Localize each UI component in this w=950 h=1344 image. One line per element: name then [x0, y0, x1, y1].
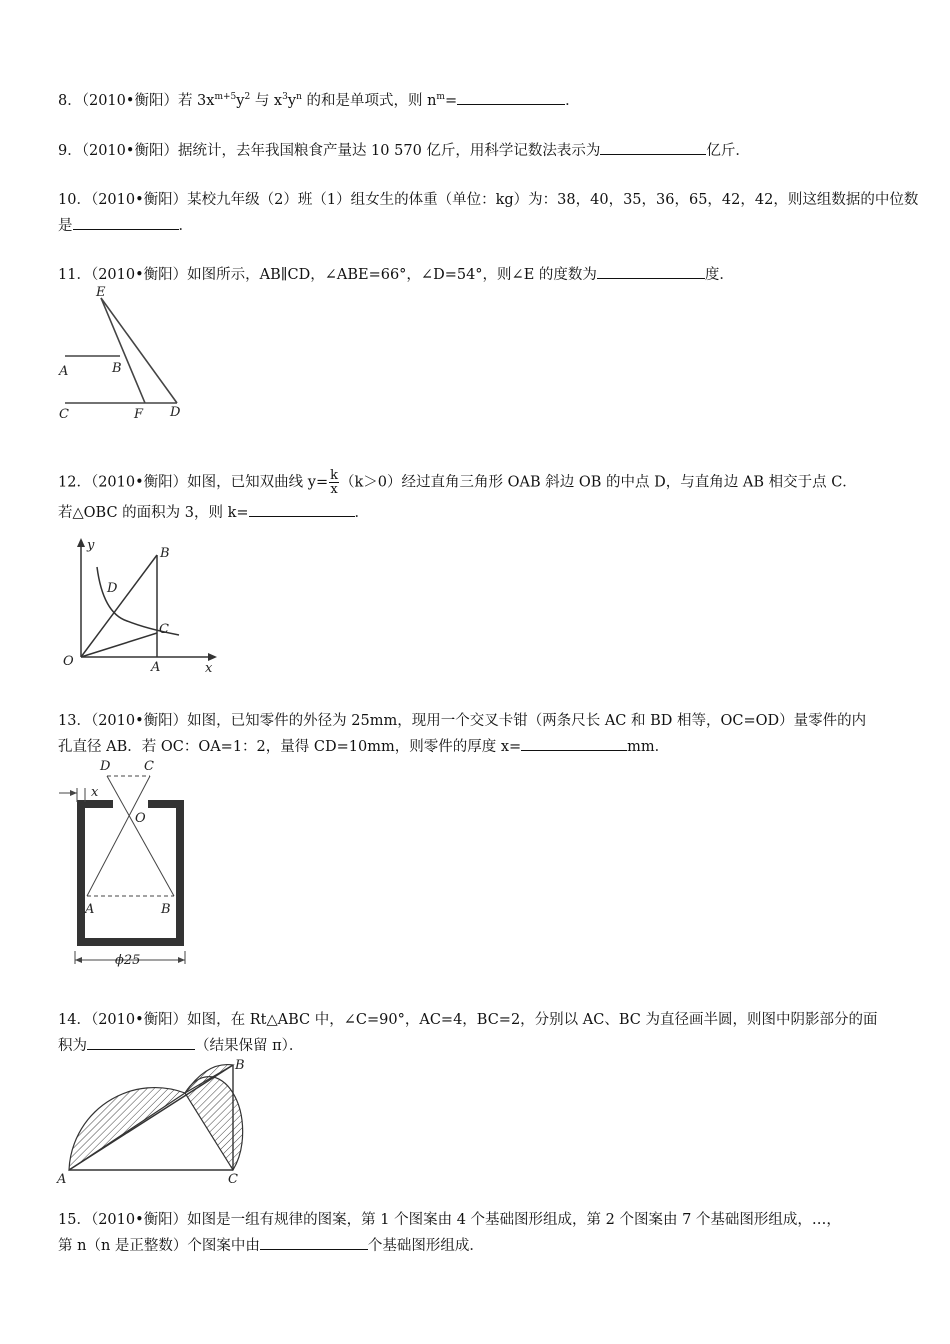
question-10: 10．（2010•衡阳）某校九年级（2）班（1）组女生的体重（单位：kg）为：38，40，35，36，65，42，42，则这组数据的中位数 是 ． — [58, 192, 919, 234]
answer-blank[interactable] — [87, 1033, 195, 1050]
label-y: y — [87, 538, 95, 553]
question-14: 14．（2010•衡阳）如图，在 Rt△ABC 中，∠C=90°，AC=4，BC=2，分别以 AC、BC 为直径画半圆，则图中阴影部分的面 积为 （结果保留 π）． — [58, 1012, 878, 1054]
label-A: A — [59, 364, 69, 379]
question-12: 12．（2010•衡阳）如图，已知双曲线 y= $\frac{k}{x}$ （k＞0）经过直角三角形 OAB 斜边 OB 的中点 D，与直角边 AB 相交于点 C． 若△OBC 的面积为 3，则 k= ． — [58, 468, 857, 521]
label-x: x — [205, 661, 213, 676]
label-O: O — [63, 654, 74, 669]
answer-blank[interactable] — [597, 262, 705, 279]
question-8: 8．（2010•衡阳）若 $3x^{m+5}y^2$ 与 $x^3y^n$ 的和是单项式，则 $n^m=$ ． — [58, 88, 898, 114]
figure-11 — [50, 282, 200, 422]
label-A: A — [85, 902, 95, 917]
label-F: F — [134, 407, 144, 422]
question-15: 15．（2010•衡阳）如图是一组有规律的图案，第 1 个图案由 4 个基础图形组成，第 2 个图案由 7 个基础图形组成，…， 第 n（n 是正整数）个图案中由 个基础图形组成． — [58, 1212, 841, 1254]
label-C: C — [159, 622, 169, 637]
label-B: B — [112, 361, 122, 376]
label-B: B — [235, 1058, 245, 1073]
figure-12 — [55, 535, 225, 675]
label-D: D — [100, 759, 111, 774]
label-D: D — [107, 581, 118, 596]
figure-13 — [55, 756, 205, 976]
label-C: C — [228, 1172, 238, 1187]
fraction-k-over-x: $\frac{k}{x}$ — [330, 468, 338, 497]
label-diameter: ϕ25 — [115, 953, 141, 968]
question-11: 11．（2010•衡阳）如图所示，AB∥CD，∠ABE=66°，∠D=54°，则∠E 的度数为 度． — [58, 262, 898, 288]
label-O: O — [135, 811, 146, 826]
label-A: A — [57, 1172, 67, 1187]
answer-blank[interactable] — [249, 500, 355, 517]
label-C: C — [59, 407, 69, 422]
question-9: 9．（2010•衡阳）据统计，去年我国粮食产量达 10 570 亿斤，用科学记数法表示为 亿斤． — [58, 138, 898, 164]
label-B: B — [161, 902, 171, 917]
answer-blank[interactable] — [73, 213, 179, 230]
label-x: x — [91, 785, 99, 800]
answer-blank[interactable] — [260, 1233, 368, 1250]
question-13: 13．（2010•衡阳）如图，已知零件的外径为 25mm，现用一个交叉卡钳（两条尺长 AC 和 BD 相等，OC=OD）量零件的内 孔直径 AB．若 OC：OA=1：2，量得 CD=10mm，则零件的厚度 x= mm． — [58, 713, 867, 755]
label-A: A — [151, 660, 161, 675]
label-C: C — [144, 759, 154, 774]
answer-blank[interactable] — [457, 88, 565, 105]
label-B: B — [160, 546, 170, 561]
answer-blank[interactable] — [521, 734, 627, 751]
figure-14 — [55, 1053, 255, 1188]
label-E: E — [96, 285, 106, 300]
label-D: D — [170, 405, 181, 420]
answer-blank[interactable] — [600, 138, 706, 155]
